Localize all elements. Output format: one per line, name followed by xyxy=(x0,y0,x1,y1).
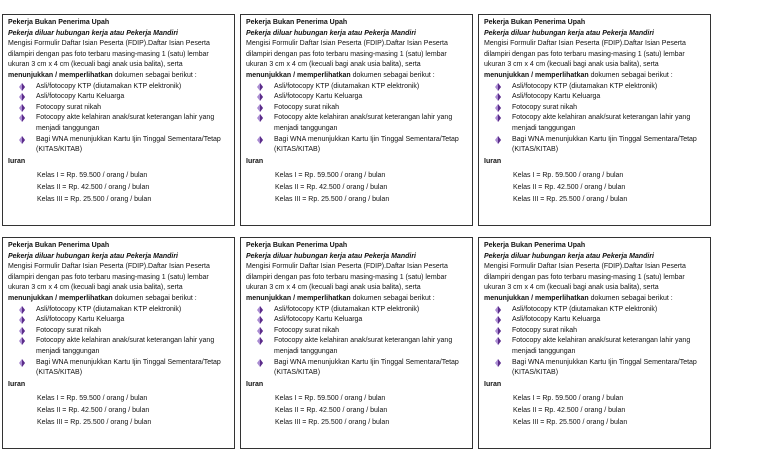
purple-diamond-arrow-icon xyxy=(19,93,25,101)
intro-bold-text: menunjukkan / memperlihatkan xyxy=(8,71,113,79)
requirement-item xyxy=(484,82,705,93)
intro-text: Mengisi Formulir Daftar Isian Peserta (FDIP).Daftar Isian Peserta dilampiri dengan pas foto terbaru masing-masing 1 (satu) lembar ukuran 3 cm x 4 cm (kecuali bagi anak usia balita), serta xyxy=(246,40,448,69)
purple-diamond-arrow-icon xyxy=(19,337,25,345)
requirement-item xyxy=(8,92,229,103)
fees-heading: Iuran xyxy=(246,380,264,388)
fees-list xyxy=(484,171,705,205)
requirements-list xyxy=(246,305,467,379)
intro-end-text: dokumen sebagai berikut : xyxy=(588,71,673,79)
intro-end-text: dokumen sebagai berikut : xyxy=(112,294,197,302)
requirement-text: Fotocopy surat nikah xyxy=(274,103,339,111)
fees-list xyxy=(246,394,467,428)
card-subtitle: Pekerja diluar hubungan kerja atau Pekerja Mandiri xyxy=(246,252,417,260)
purple-diamond-arrow-icon xyxy=(19,359,25,367)
fee-item: Kelas I = Rp. 59.500 / orang / bulan xyxy=(275,395,386,403)
intro-text: Mengisi Formulir Daftar Isian Peserta (FDIP).Daftar Isian Peserta dilampiri dengan pas foto terbaru masing-masing 1 (satu) lembar ukuran 3 cm x 4 cm (kecuali bagi anak usia balita), serta xyxy=(484,40,686,69)
requirement-item xyxy=(8,315,229,326)
requirement-item xyxy=(8,135,229,156)
requirement-item xyxy=(246,113,467,134)
intro-end-text: dokumen sebagai berikut : xyxy=(112,71,197,79)
purple-diamond-arrow-icon xyxy=(19,306,25,314)
requirement-text: Fotocopy akte kelahiran anak/surat keterangan lahir yang menjadi tanggungan xyxy=(274,337,453,355)
info-card xyxy=(2,14,235,226)
requirement-text: Fotocopy akte kelahiran anak/surat keterangan lahir yang menjadi tanggungan xyxy=(274,114,453,132)
requirements-list xyxy=(8,305,229,379)
requirement-text: Bagi WNA menunjukkan Kartu Ijin Tinggal Sementara/Tetap (KITAS/KITAB) xyxy=(512,135,697,154)
requirement-text: Bagi WNA menunjukkan Kartu Ijin Tinggal Sementara/Tetap (KITAS/KITAB) xyxy=(512,358,697,377)
fees-heading: Iuran xyxy=(8,380,26,388)
requirement-item xyxy=(246,135,467,156)
intro-text: Mengisi Formulir Daftar Isian Peserta (FDIP).Daftar Isian Peserta dilampiri dengan pas foto terbaru masing-masing 1 (satu) lembar ukuran 3 cm x 4 cm (kecuali bagi anak usia balita), serta xyxy=(8,40,210,69)
fee-item: Kelas I = Rp. 59.500 / orang / bulan xyxy=(37,395,148,403)
intro-bold-text: menunjukkan / memperlihatkan xyxy=(484,294,589,302)
intro-end-text: dokumen sebagai berikut : xyxy=(350,294,435,302)
fees-list xyxy=(246,171,467,205)
purple-diamond-arrow-icon xyxy=(257,306,263,314)
purple-diamond-arrow-icon xyxy=(257,337,263,345)
card-subtitle: Pekerja diluar hubungan kerja atau Pekerja Mandiri xyxy=(246,29,417,37)
purple-diamond-arrow-icon xyxy=(19,327,25,335)
fee-item: Kelas II = Rp. 42.500 / orang / bulan xyxy=(275,183,388,191)
card-intro xyxy=(246,39,467,81)
fee-item: Kelas I = Rp. 59.500 / orang / bulan xyxy=(513,395,624,403)
requirement-text: Bagi WNA menunjukkan Kartu Ijin Tinggal Sementara/Tetap (KITAS/KITAB) xyxy=(36,135,221,154)
requirement-text: Asli/fotocopy Kartu Keluarga xyxy=(274,93,363,101)
requirement-item xyxy=(484,103,705,114)
requirement-item xyxy=(484,358,705,379)
requirement-text: Fotocopy surat nikah xyxy=(36,103,101,111)
card-title: Pekerja Bukan Penerima Upah xyxy=(484,242,586,249)
intro-bold-text: menunjukkan / memperlihatkan xyxy=(8,294,113,302)
purple-diamond-arrow-icon xyxy=(495,136,501,144)
requirement-item xyxy=(8,113,229,134)
purple-diamond-arrow-icon xyxy=(495,359,501,367)
requirement-text: Fotocopy akte kelahiran anak/surat keterangan lahir yang menjadi tanggungan xyxy=(512,114,691,132)
purple-diamond-arrow-icon xyxy=(19,83,25,91)
card-subtitle: Pekerja diluar hubungan kerja atau Pekerja Mandiri xyxy=(8,29,179,37)
requirement-text: Fotocopy akte kelahiran anak/surat keterangan lahir yang menjadi tanggungan xyxy=(36,114,215,132)
fee-item: Kelas II = Rp. 42.500 / orang / bulan xyxy=(513,406,626,414)
purple-diamond-arrow-icon xyxy=(257,359,263,367)
requirement-text: Fotocopy surat nikah xyxy=(274,326,339,334)
intro-bold-text: menunjukkan / memperlihatkan xyxy=(246,294,351,302)
purple-diamond-arrow-icon xyxy=(495,83,501,91)
requirement-item xyxy=(246,103,467,114)
requirement-text: Asli/fotocopy KTP (diutamakan KTP elektronik) xyxy=(274,82,420,90)
purple-diamond-arrow-icon xyxy=(257,83,263,91)
requirements-list xyxy=(8,82,229,156)
requirement-text: Bagi WNA menunjukkan Kartu Ijin Tinggal Sementara/Tetap (KITAS/KITAB) xyxy=(36,358,221,377)
requirement-text: Asli/fotocopy KTP (diutamakan KTP elektronik) xyxy=(512,82,658,90)
requirement-item xyxy=(484,305,705,316)
fee-item: Kelas II = Rp. 42.500 / orang / bulan xyxy=(37,183,150,191)
requirement-item xyxy=(8,326,229,337)
intro-bold-text: menunjukkan / memperlihatkan xyxy=(484,71,589,79)
fees-list xyxy=(8,394,229,428)
fees-heading: Iuran xyxy=(246,157,264,165)
requirement-text: Fotocopy akte kelahiran anak/surat keterangan lahir yang menjadi tanggungan xyxy=(512,337,691,355)
requirement-text: Asli/fotocopy Kartu Keluarga xyxy=(36,316,125,324)
fee-item: Kelas II = Rp. 42.500 / orang / bulan xyxy=(37,406,150,414)
info-card xyxy=(478,237,711,449)
purple-diamond-arrow-icon xyxy=(19,104,25,112)
requirement-item xyxy=(484,326,705,337)
purple-diamond-arrow-icon xyxy=(495,327,501,335)
card-intro xyxy=(8,39,229,81)
requirement-item xyxy=(484,315,705,326)
requirement-item xyxy=(246,336,467,357)
card-title: Pekerja Bukan Penerima Upah xyxy=(484,19,586,26)
purple-diamond-arrow-icon xyxy=(257,316,263,324)
fee-item: Kelas III = Rp. 25.500 / orang / bulan xyxy=(37,195,152,203)
requirement-item xyxy=(8,103,229,114)
info-card xyxy=(478,14,711,226)
requirement-item xyxy=(246,92,467,103)
fee-item: Kelas III = Rp. 25.500 / orang / bulan xyxy=(275,195,390,203)
requirements-list xyxy=(484,305,705,379)
card-title: Pekerja Bukan Penerima Upah xyxy=(8,242,110,249)
fee-item: Kelas I = Rp. 59.500 / orang / bulan xyxy=(37,172,148,180)
info-card xyxy=(240,14,473,226)
requirements-list xyxy=(484,82,705,156)
card-title: Pekerja Bukan Penerima Upah xyxy=(246,242,348,249)
card-intro xyxy=(246,262,467,304)
requirement-item xyxy=(246,315,467,326)
card-subtitle: Pekerja diluar hubungan kerja atau Pekerja Mandiri xyxy=(8,252,179,260)
purple-diamond-arrow-icon xyxy=(19,316,25,324)
requirement-item xyxy=(246,305,467,316)
purple-diamond-arrow-icon xyxy=(19,114,25,122)
fees-heading: Iuran xyxy=(484,380,502,388)
card-title: Pekerja Bukan Penerima Upah xyxy=(246,19,348,26)
requirement-item xyxy=(484,92,705,103)
fee-item: Kelas II = Rp. 42.500 / orang / bulan xyxy=(275,406,388,414)
fee-item: Kelas III = Rp. 25.500 / orang / bulan xyxy=(513,418,628,426)
purple-diamond-arrow-icon xyxy=(257,327,263,335)
purple-diamond-arrow-icon xyxy=(495,316,501,324)
requirement-text: Bagi WNA menunjukkan Kartu Ijin Tinggal Sementara/Tetap (KITAS/KITAB) xyxy=(274,358,459,377)
requirement-item xyxy=(484,135,705,156)
intro-text: Mengisi Formulir Daftar Isian Peserta (FDIP).Daftar Isian Peserta dilampiri dengan pas foto terbaru masing-masing 1 (satu) lembar ukuran 3 cm x 4 cm (kecuali bagi anak usia balita), serta xyxy=(484,263,686,292)
purple-diamond-arrow-icon xyxy=(257,93,263,101)
fee-item: Kelas II = Rp. 42.500 / orang / bulan xyxy=(513,183,626,191)
intro-bold-text: menunjukkan / memperlihatkan xyxy=(246,71,351,79)
card-subtitle: Pekerja diluar hubungan kerja atau Pekerja Mandiri xyxy=(484,29,655,37)
card-title: Pekerja Bukan Penerima Upah xyxy=(8,19,110,26)
requirement-item xyxy=(246,82,467,93)
requirement-text: Fotocopy surat nikah xyxy=(512,103,577,111)
info-card xyxy=(240,237,473,449)
requirement-text: Asli/fotocopy Kartu Keluarga xyxy=(512,93,601,101)
intro-end-text: dokumen sebagai berikut : xyxy=(350,71,435,79)
card-subtitle: Pekerja diluar hubungan kerja atau Pekerja Mandiri xyxy=(484,252,655,260)
requirement-item xyxy=(8,336,229,357)
purple-diamond-arrow-icon xyxy=(495,104,501,112)
fee-item: Kelas I = Rp. 59.500 / orang / bulan xyxy=(275,172,386,180)
intro-text: Mengisi Formulir Daftar Isian Peserta (FDIP).Daftar Isian Peserta dilampiri dengan pas foto terbaru masing-masing 1 (satu) lembar ukuran 3 cm x 4 cm (kecuali bagi anak usia balita), serta xyxy=(8,263,210,292)
purple-diamond-arrow-icon xyxy=(495,114,501,122)
requirement-text: Asli/fotocopy Kartu Keluarga xyxy=(512,316,601,324)
requirement-text: Fotocopy surat nikah xyxy=(512,326,577,334)
intro-text: Mengisi Formulir Daftar Isian Peserta (FDIP).Daftar Isian Peserta dilampiri dengan pas foto terbaru masing-masing 1 (satu) lembar ukuran 3 cm x 4 cm (kecuali bagi anak usia balita), serta xyxy=(246,263,448,292)
requirement-text: Asli/fotocopy KTP (diutamakan KTP elektronik) xyxy=(512,305,658,313)
fees-list xyxy=(484,394,705,428)
requirements-list xyxy=(246,82,467,156)
fees-heading: Iuran xyxy=(484,157,502,165)
requirement-text: Asli/fotocopy KTP (diutamakan KTP elektronik) xyxy=(274,305,420,313)
card-intro xyxy=(484,39,705,81)
requirement-item xyxy=(8,358,229,379)
fee-item: Kelas III = Rp. 25.500 / orang / bulan xyxy=(275,418,390,426)
requirement-text: Bagi WNA menunjukkan Kartu Ijin Tinggal Sementara/Tetap (KITAS/KITAB) xyxy=(274,135,459,154)
requirement-item xyxy=(8,305,229,316)
requirement-text: Asli/fotocopy Kartu Keluarga xyxy=(274,316,363,324)
fees-heading: Iuran xyxy=(8,157,26,165)
purple-diamond-arrow-icon xyxy=(495,337,501,345)
requirement-item xyxy=(8,82,229,93)
card-intro xyxy=(484,262,705,304)
info-card xyxy=(2,237,235,449)
fees-list xyxy=(8,171,229,205)
requirement-item xyxy=(484,113,705,134)
purple-diamond-arrow-icon xyxy=(495,93,501,101)
requirement-text: Asli/fotocopy KTP (diutamakan KTP elektronik) xyxy=(36,305,182,313)
fee-item: Kelas III = Rp. 25.500 / orang / bulan xyxy=(37,418,152,426)
requirement-text: Asli/fotocopy KTP (diutamakan KTP elektronik) xyxy=(36,82,182,90)
purple-diamond-arrow-icon xyxy=(257,136,263,144)
requirement-item xyxy=(484,336,705,357)
requirement-item xyxy=(246,358,467,379)
fee-item: Kelas III = Rp. 25.500 / orang / bulan xyxy=(513,195,628,203)
intro-end-text: dokumen sebagai berikut : xyxy=(588,294,673,302)
requirement-text: Fotocopy akte kelahiran anak/surat keterangan lahir yang menjadi tanggungan xyxy=(36,337,215,355)
requirement-text: Fotocopy surat nikah xyxy=(36,326,101,334)
card-intro xyxy=(8,262,229,304)
fee-item: Kelas I = Rp. 59.500 / orang / bulan xyxy=(513,172,624,180)
purple-diamond-arrow-icon xyxy=(257,104,263,112)
purple-diamond-arrow-icon xyxy=(19,136,25,144)
requirement-text: Asli/fotocopy Kartu Keluarga xyxy=(36,93,125,101)
purple-diamond-arrow-icon xyxy=(495,306,501,314)
purple-diamond-arrow-icon xyxy=(257,114,263,122)
requirement-item xyxy=(246,326,467,337)
